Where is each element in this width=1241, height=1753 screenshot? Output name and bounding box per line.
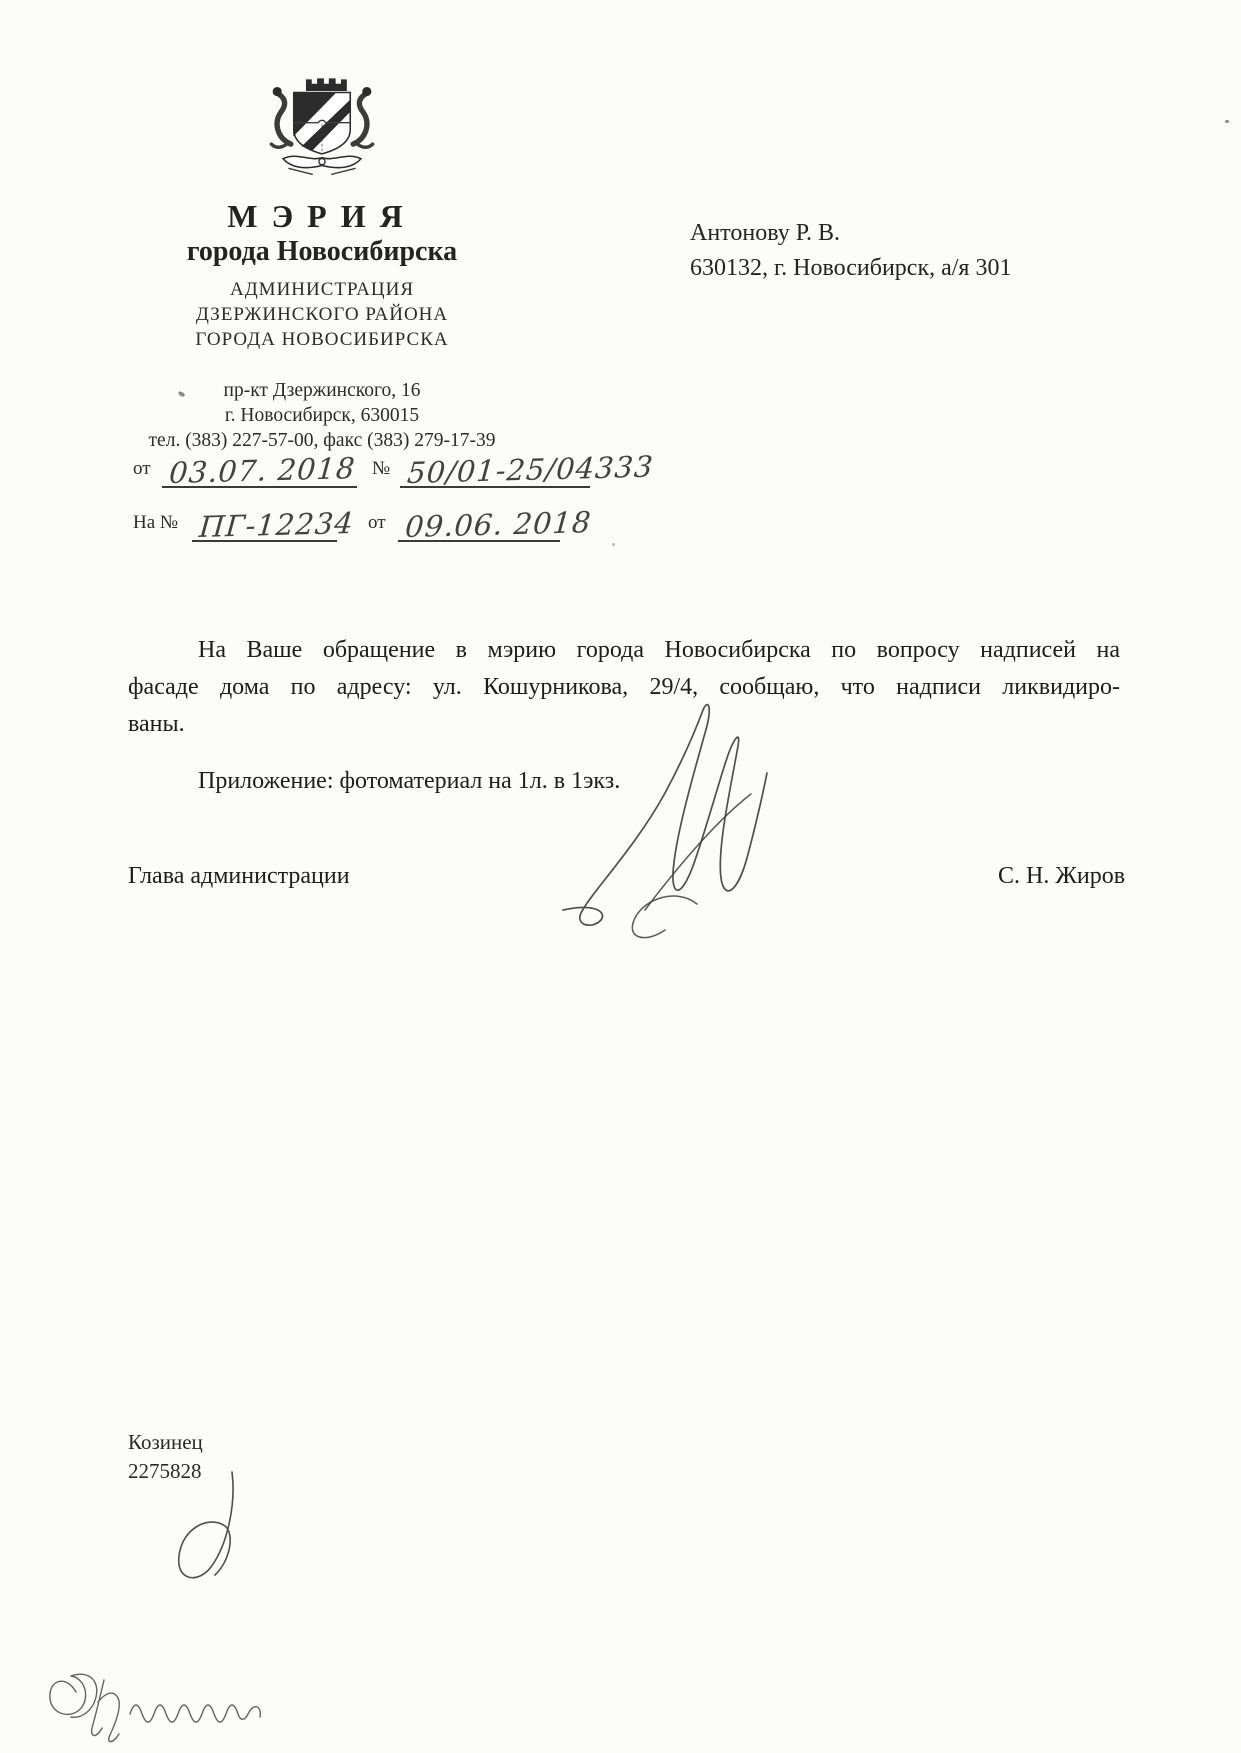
out-number-handwritten: 50/01-25/04333 xyxy=(406,449,655,490)
in-date-field xyxy=(398,505,593,544)
bottom-handwritten-note-icon xyxy=(38,1662,300,1750)
org-sub-line3: ГОРОДА НОВОСИБИРСКА xyxy=(195,329,449,350)
recipient-block xyxy=(690,216,1011,286)
out-date-handwritten: 03.07. 2018 xyxy=(168,451,357,490)
scan-speck xyxy=(612,543,615,546)
signature-scribble-icon xyxy=(545,698,805,948)
executor-mark-icon xyxy=(168,1468,260,1593)
in-number-label: На № xyxy=(133,512,179,533)
letterhead xyxy=(82,74,562,453)
org-sub-line2: ДЗЕРЖИНСКОГО РАЙОНА xyxy=(195,304,449,325)
contact-line: тел. (383) 227-57-00, факс (383) 279-17-39 xyxy=(148,430,496,451)
org-name-line2: города Новосибирска xyxy=(186,236,458,267)
recipient-name: Антонову Р. В. xyxy=(690,220,841,246)
out-date-label: от xyxy=(133,458,151,479)
org-name-line1: МЭРИЯ xyxy=(227,198,417,234)
address-line2: г. Новосибирск, 630015 xyxy=(224,405,420,426)
position-title: Глава администрации xyxy=(128,863,350,889)
recipient-address: 630132, г. Новосибирск, а/я 301 xyxy=(690,255,1012,281)
body-line: На Ваше обращение в мэрию города Новосибирска по вопросу надписей на xyxy=(198,637,1120,663)
in-number-field xyxy=(192,505,356,544)
org-sub-line1: АДМИНИСТРАЦИЯ xyxy=(230,279,414,300)
out-date-field xyxy=(162,452,357,488)
body-line: фасаде дома по адресу: ул. Кошурникова, 29/4, сообщаю, что надписи ликвидиро- xyxy=(128,674,1120,700)
address-line1: пр-кт Дзержинского, 16 xyxy=(223,380,421,401)
executor-name: Козинец xyxy=(128,1430,203,1454)
novosibirsk-coat-of-arms-icon xyxy=(263,74,381,186)
in-number-handwritten: ПГ-12234 xyxy=(198,505,356,544)
out-number-field xyxy=(400,449,655,490)
in-date-label: от xyxy=(368,512,386,533)
attachment-line: Приложение: фотоматериал на 1л. в 1экз. xyxy=(198,768,621,794)
signer-name: С. Н. Жиров xyxy=(998,863,1126,889)
scan-speck xyxy=(1225,120,1229,123)
out-number-label: № xyxy=(372,458,391,479)
in-date-handwritten: 09.06. 2018 xyxy=(404,505,593,544)
executor-phone: 2275828 xyxy=(128,1459,202,1483)
body-line: ваны. xyxy=(128,711,185,737)
